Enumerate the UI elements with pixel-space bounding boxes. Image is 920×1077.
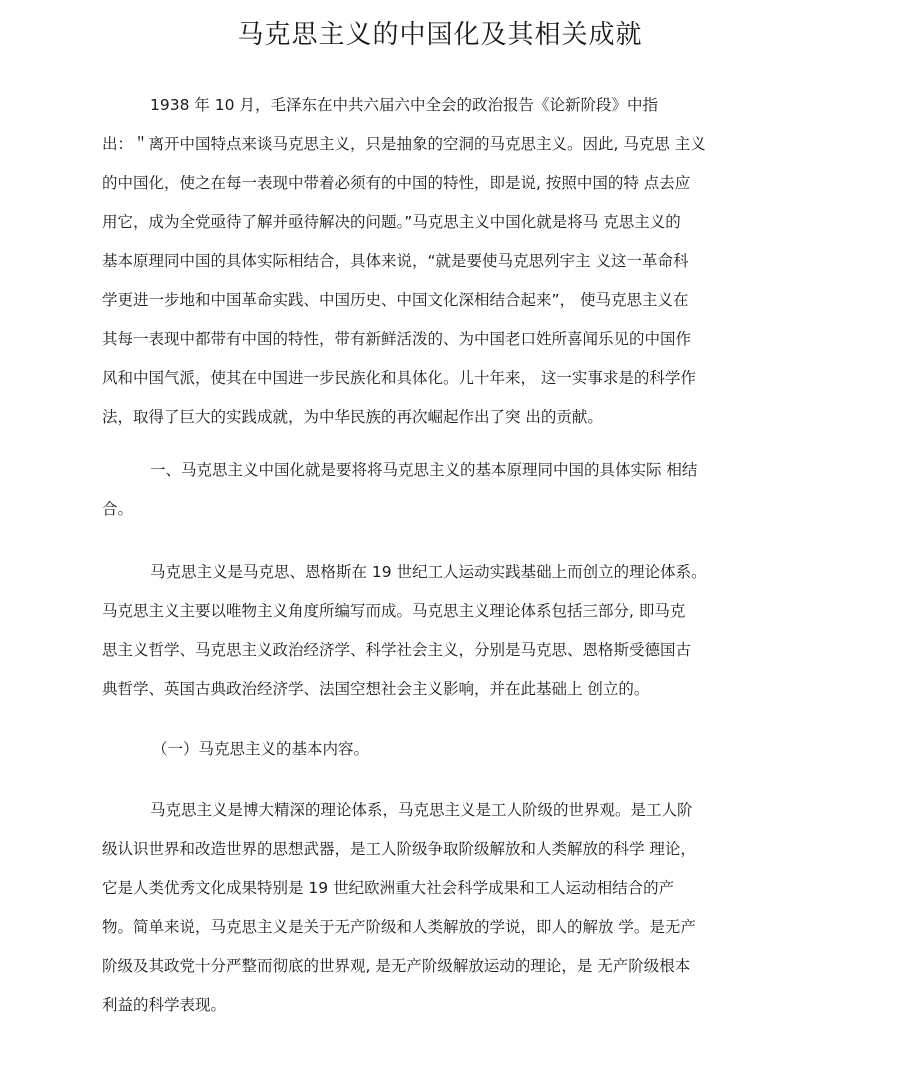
paragraph-line: 的中国化，使之在每一表现中带着必须有的中国的特性，即是说, 按照中国的特 点去应 <box>102 174 691 192</box>
paragraph-line: 物。简单来说，马克思主义是关于无产阶级和人类解放的学说，即人的解放 学。是无产 <box>102 918 696 936</box>
paragraph-line: 其每一表现中都带有中国的特性，带有新鲜活泼的、为中国老口姓所喜闻乐见的中国作 <box>102 330 692 348</box>
paragraph-line: 级认识世界和改造世界的思想武器，是工人阶级争取阶级解放和人类解放的科学 理论， <box>102 840 696 858</box>
paragraph-line: 用它，成为全党亟待了解并亟待解决的问题。”马克思主义中国化就是将马 克思主义的 <box>102 213 681 231</box>
paragraph-line: 思主义哲学、马克思主义政治经济学、科学社会主义，分别是马克思、恩格斯受德国古 <box>102 641 692 659</box>
basic-content-paragraph <box>102 791 742 1025</box>
paragraph-line: 马克思主义是马克思、恩格斯在 19 世纪工人运动实践基础上而创立的理论体系。 <box>150 563 707 581</box>
paragraph-line: 典哲学、英国古典政治经济学、法国空想社会主义影响，并在此基础上 创立的。 <box>102 680 650 698</box>
paragraph-line: 出：＂离开中国特点来谈马克思主义，只是抽象的空洞的马克思主义。因此, 马克思 主义 <box>102 135 706 153</box>
paragraph-line: 它是人类优秀文化成果特别是 19 世纪欧洲重大社会科学成果和工人运动相结合的产 <box>102 879 675 897</box>
section-heading-1 <box>102 451 742 529</box>
paragraph-line: 风和中国气派，使其在中国进一步民族化和具体化。儿十年来， 这一实事求是的科学作 <box>102 369 696 387</box>
heading-line: 合。 <box>102 500 134 518</box>
marxism-definition-paragraph <box>102 553 742 709</box>
paragraph-line: 1938 年 10 月，毛泽东在中共六届六中全会的政治报告《论新阶段》中指 <box>150 96 658 114</box>
paragraph-line: 学更进一步地和中国革命实践、中国历史、中国文化深相结合起来”， 使马克思主义在 <box>102 291 689 309</box>
paragraph-line: 马克思主义是博大精深的理论体系，马克思主义是工人阶级的世界观。是工人阶 <box>150 801 693 819</box>
paragraph-line: 马克思主义主要以唯物主义角度所编写而成。马克思主义理论体系包括三部分, 即马克 <box>102 602 686 620</box>
paragraph-line: 法，取得了巨大的实践成就，为中华民族的再次崛起作出了突 出的贡献。 <box>102 408 603 426</box>
subsection-heading-1: （一）马克思主义的基本内容。 <box>152 740 370 758</box>
document-title: 马克思主义的中国化及其相关成就 <box>237 20 643 50</box>
paragraph-line: 基本原理同中国的具体实际相结合，具体来说，“就是要使马克思列宇主 义这一革命科 <box>102 252 689 270</box>
intro-paragraph <box>102 86 742 437</box>
paragraph-line: 阶级及其政党十分严整而彻底的世界观, 是无产阶级解放运动的理论，是 无产阶级根本 <box>102 957 691 975</box>
heading-line: 一、马克思主义中国化就是要将将马克思主义的基本原理同中国的具体实际 相结 <box>150 461 698 479</box>
paragraph-line: 利益的科学表现。 <box>102 996 227 1014</box>
